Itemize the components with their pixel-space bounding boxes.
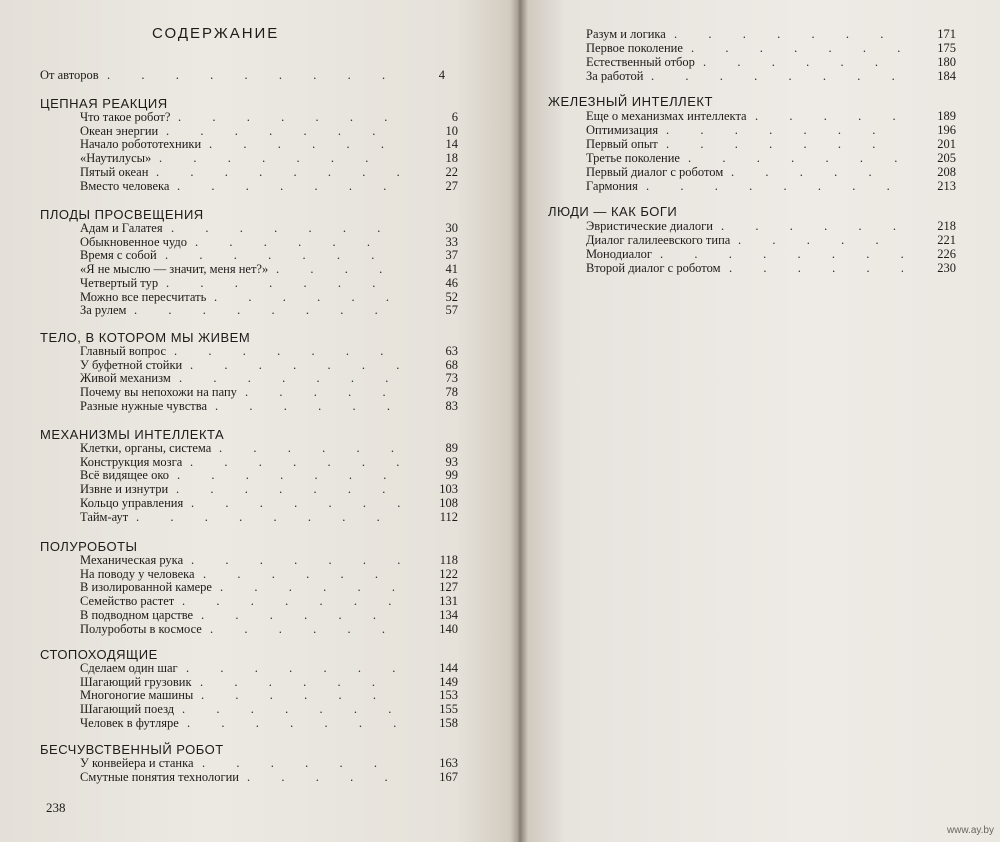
toc-entry-title: Гармония — [586, 178, 638, 193]
toc-leader-dots — [191, 553, 400, 567]
toc-leader-dots — [201, 608, 400, 622]
toc-entry-title: В изолированной камере — [80, 580, 212, 595]
toc-entry-page: 68 — [445, 357, 458, 372]
toc-entry-page: 134 — [439, 607, 458, 622]
toc-leader-dots — [165, 248, 400, 262]
toc-entry — [80, 276, 460, 290]
toc-entry-title: Шагающий грузовик — [80, 674, 192, 689]
toc-entry-title: За рулем — [80, 303, 127, 318]
toc-entry-page: 78 — [445, 385, 458, 400]
toc-entry-title: Шагающий поезд — [80, 702, 175, 717]
toc-entry-title: Первый опыт — [586, 136, 658, 151]
toc-entry — [80, 553, 460, 567]
toc-entry — [80, 580, 460, 594]
toc-entry-page: 155 — [439, 702, 458, 717]
toc-entry — [586, 165, 956, 179]
toc-entry-page: 33 — [445, 234, 458, 249]
toc-entry-page: 131 — [439, 594, 458, 609]
toc-leader-dots — [209, 137, 400, 151]
toc-entry-page: 37 — [445, 248, 458, 263]
toc-entry-title: Океан энергии — [80, 123, 159, 138]
toc-section-title: МЕХАНИЗМЫ ИНТЕЛЛЕКТА — [40, 427, 225, 442]
toc-leader-dots — [666, 137, 903, 151]
toc-entry-title: Главный вопрос — [80, 344, 166, 358]
toc-entry — [80, 179, 460, 193]
toc-leader-dots — [159, 151, 400, 165]
toc-entry-page: 93 — [445, 454, 458, 469]
toc-entry-page: 41 — [445, 262, 458, 277]
toc-entry — [80, 110, 460, 124]
toc-entry — [80, 151, 460, 165]
toc-entry-title: Начало робототехники — [80, 137, 202, 152]
toc-entry-page: 205 — [937, 150, 956, 165]
toc-entry — [586, 109, 956, 123]
toc-entry — [80, 137, 460, 151]
toc-entry-page: 189 — [937, 109, 956, 123]
toc-entry-title: Третье поколение — [586, 150, 680, 165]
toc-entry-title: Конструкция мозга — [80, 454, 183, 469]
toc-entry-page: 89 — [445, 441, 458, 455]
toc-entry-page: 226 — [937, 246, 956, 261]
toc-entry — [80, 482, 460, 496]
toc-entry-page: 14 — [445, 137, 458, 152]
toc-entry-page: 73 — [445, 371, 458, 386]
book-gutter — [510, 0, 528, 842]
toc-entry-page: 103 — [439, 482, 458, 497]
toc-entry-title: Разные нужные чувства — [80, 398, 208, 413]
toc-entry-page: 175 — [937, 40, 956, 55]
toc-entry-page: 171 — [937, 27, 956, 41]
toc-entry-title: От авторов — [40, 68, 99, 82]
toc-entry — [80, 124, 460, 138]
toc-entry — [80, 770, 460, 784]
toc-leader-dots — [187, 716, 400, 730]
toc-entry — [586, 247, 956, 261]
toc-leader-dots — [190, 358, 400, 372]
toc-leader-dots — [660, 247, 903, 261]
toc-entry-page: 127 — [439, 580, 458, 595]
toc-entry-title: Монодиалог — [586, 246, 652, 261]
toc-entry-title: Смутные понятия технологии — [80, 769, 239, 784]
toc-entry-page: 30 — [445, 221, 458, 235]
toc-entry — [586, 151, 956, 165]
toc-leader-dots — [166, 124, 400, 138]
toc-entry — [586, 179, 956, 193]
toc-entry-page: 158 — [439, 715, 458, 730]
toc-entry — [80, 165, 460, 179]
toc-entry — [80, 221, 460, 235]
toc-entry-page: 46 — [445, 275, 458, 290]
toc-section-title: ПОЛУРОБОТЫ — [40, 539, 138, 554]
toc-entry — [80, 608, 460, 622]
toc-leader-dots — [688, 151, 903, 165]
toc-entry-page: 99 — [445, 468, 458, 483]
toc-leader-dots — [179, 371, 400, 385]
toc-leader-dots — [171, 221, 400, 235]
toc-entry-page: 118 — [439, 553, 458, 567]
toc-entry — [586, 41, 956, 55]
toc-entry-page: 149 — [439, 674, 458, 689]
toc-entry-page: 122 — [439, 566, 458, 581]
toc-title: СОДЕРЖАНИЕ — [152, 25, 280, 42]
toc-entry-title: У конвейера и станка — [80, 756, 194, 770]
watermark: www.ay.by — [946, 825, 994, 836]
toc-entry-page: 4 — [438, 68, 445, 82]
toc-entry-title: Обыкновенное чудо — [80, 234, 187, 249]
toc-entry — [80, 303, 460, 317]
toc-entry-page: 10 — [445, 123, 458, 138]
toc-leader-dots — [202, 756, 400, 770]
toc-entry-title: Первое поколение — [586, 40, 683, 55]
toc-leader-dots — [247, 770, 400, 784]
toc-entry-page: 218 — [937, 219, 956, 233]
toc-entry — [586, 219, 956, 233]
toc-entry — [80, 235, 460, 249]
toc-entry-page: 83 — [445, 398, 458, 413]
toc-entry — [586, 123, 956, 137]
toc-leader-dots — [176, 482, 400, 496]
toc-entry — [80, 344, 460, 358]
toc-leader-dots — [245, 385, 400, 399]
toc-entry-page: 208 — [937, 164, 956, 179]
toc-entry-title: Что такое робот? — [80, 110, 171, 124]
toc-leader-dots — [215, 399, 400, 413]
toc-entry-page: 144 — [439, 661, 458, 675]
toc-entry-title: «Наутилусы» — [80, 151, 152, 166]
toc-entry-page: 63 — [445, 344, 458, 358]
toc-entry-page: 140 — [439, 621, 458, 636]
toc-leader-dots — [276, 262, 400, 276]
toc-entry-page: 27 — [445, 178, 458, 193]
toc-entry-title: Полуроботы в космосе — [80, 621, 202, 636]
toc-entry — [80, 567, 460, 581]
toc-entry — [80, 756, 460, 770]
toc-section-title: ЖЕЛЕЗНЫЙ ИНТЕЛЛЕКТ — [548, 94, 713, 109]
toc-entry — [80, 455, 460, 469]
toc-leader-dots — [195, 235, 400, 249]
toc-leader-dots — [220, 580, 400, 594]
toc-entry — [586, 137, 956, 151]
toc-leader-dots — [691, 41, 903, 55]
toc-leader-dots — [755, 109, 903, 123]
toc-entry — [80, 441, 460, 455]
toc-entry — [40, 68, 445, 82]
toc-leader-dots — [186, 661, 400, 675]
toc-entry — [80, 399, 460, 413]
toc-entry-page: 52 — [445, 289, 458, 304]
toc-entry — [80, 702, 460, 716]
toc-entry-title: Второй диалог с роботом — [586, 260, 721, 275]
toc-entry-title: Семейство растет — [80, 594, 175, 609]
toc-leader-dots — [166, 276, 400, 290]
toc-entry-title: Пятый океан — [80, 164, 149, 179]
toc-entry — [80, 594, 460, 608]
toc-entry-title: Можно все пересчитать — [80, 289, 207, 304]
toc-entry-title: Механическая рука — [80, 553, 184, 567]
toc-entry — [80, 496, 460, 510]
toc-leader-dots — [200, 675, 400, 689]
toc-leader-dots — [178, 110, 400, 124]
toc-entry-title: «Я не мыслю — значит, меня нет?» — [80, 262, 269, 277]
toc-leader-dots — [136, 510, 400, 524]
toc-entry — [80, 248, 460, 262]
toc-entry — [80, 622, 460, 636]
toc-leader-dots — [731, 165, 903, 179]
toc-section-title: ПЛОДЫ ПРОСВЕЩЕНИЯ — [40, 207, 204, 222]
toc-leader-dots — [210, 622, 400, 636]
toc-entry — [586, 55, 956, 69]
toc-leader-dots — [177, 179, 400, 193]
toc-entry-title: У буфетной стойки — [80, 357, 183, 372]
toc-leader-dots — [107, 68, 395, 82]
toc-entry — [80, 716, 460, 730]
toc-leader-dots — [191, 496, 400, 510]
toc-entry-page: 6 — [451, 110, 458, 124]
toc-entry — [80, 358, 460, 372]
toc-entry — [586, 27, 956, 41]
toc-entry-page: 108 — [439, 495, 458, 510]
toc-entry-page: 22 — [445, 164, 458, 179]
toc-entry-page: 230 — [937, 260, 956, 275]
toc-leader-dots — [219, 441, 400, 455]
toc-entry-title: Четвертый тур — [80, 275, 159, 290]
toc-entry-title: Сделаем один шаг — [80, 661, 178, 675]
toc-entry — [80, 385, 460, 399]
toc-entry-title: В подводном царстве — [80, 607, 194, 622]
toc-entry — [586, 69, 956, 83]
toc-entry-page: 213 — [937, 178, 956, 193]
toc-entry-page: 221 — [937, 232, 956, 247]
toc-entry-title: На поводу у человека — [80, 566, 195, 581]
toc-entry-title: Естественный отбор — [586, 54, 695, 69]
toc-entry-title: Кольцо управления — [80, 495, 184, 510]
toc-leader-dots — [156, 165, 400, 179]
toc-entry-title: Почему вы непохожи на папу — [80, 385, 237, 400]
toc-entry-page: 153 — [439, 688, 458, 703]
toc-leader-dots — [666, 123, 903, 137]
toc-entry — [80, 510, 460, 524]
toc-leader-dots — [190, 455, 400, 469]
toc-entry-title: Время с собой — [80, 248, 157, 263]
toc-entry — [80, 262, 460, 276]
right-page — [518, 0, 1000, 842]
toc-entry-title: Адам и Галатея — [80, 221, 163, 235]
toc-leader-dots — [674, 27, 903, 41]
toc-section-title: СТОПОХОДЯЩИЕ — [40, 647, 158, 662]
toc-section-title: ЛЮДИ — КАК БОГИ — [548, 204, 678, 219]
toc-leader-dots — [201, 688, 400, 702]
toc-entry-title: За работой — [586, 68, 644, 83]
toc-section-title: ЦЕПНАЯ РЕАКЦИЯ — [40, 96, 168, 111]
toc-entry — [80, 688, 460, 702]
toc-leader-dots — [174, 344, 400, 358]
toc-entry — [80, 290, 460, 304]
toc-leader-dots — [738, 233, 903, 247]
toc-entry-title: Многоногие машины — [80, 688, 194, 703]
toc-section-title: БЕСЧУВСТВЕННЫЙ РОБОТ — [40, 742, 224, 757]
toc-entry-page: 163 — [439, 756, 458, 770]
toc-leader-dots — [214, 290, 400, 304]
toc-entry-title: Вместо человека — [80, 178, 170, 193]
toc-entry-page: 201 — [937, 136, 956, 151]
toc-leader-dots — [134, 303, 400, 317]
toc-entry-title: Живой механизм — [80, 371, 171, 386]
toc-entry-title: Диалог галилеевского типа — [586, 232, 731, 247]
toc-entry-page: 184 — [937, 68, 956, 83]
page-number: 238 — [46, 800, 66, 815]
toc-entry-title: Разум и логика — [586, 27, 666, 41]
toc-entry — [80, 371, 460, 385]
toc-leader-dots — [182, 702, 400, 716]
toc-entry-title: Человек в футляре — [80, 715, 179, 730]
toc-entry-title: Тайм-аут — [80, 509, 129, 524]
toc-leader-dots — [721, 219, 903, 233]
toc-entry-title: Эвристические диалоги — [586, 219, 713, 233]
toc-entry-title: Оптимизация — [586, 122, 659, 137]
toc-entry — [80, 468, 460, 482]
toc-entry-title: Всё видящее око — [80, 468, 170, 483]
toc-entry-page: 18 — [445, 151, 458, 166]
toc-entry — [586, 261, 956, 275]
toc-entry-page: 57 — [445, 303, 458, 318]
toc-leader-dots — [651, 69, 903, 83]
toc-leader-dots — [703, 55, 903, 69]
toc-leader-dots — [177, 468, 400, 482]
toc-entry-page: 167 — [439, 769, 458, 784]
toc-leader-dots — [729, 261, 903, 275]
toc-section-title: ТЕЛО, В КОТОРОМ МЫ ЖИВЕМ — [40, 330, 251, 345]
toc-entry-page: 112 — [439, 509, 458, 524]
toc-leader-dots — [646, 179, 903, 193]
toc-entry-title: Клетки, органы, система — [80, 441, 212, 455]
toc-entry-page: 196 — [937, 122, 956, 137]
toc-entry — [586, 233, 956, 247]
toc-entry — [80, 675, 460, 689]
toc-entry-page: 180 — [937, 54, 956, 69]
toc-entry-title: Еще о механизмах интеллекта — [586, 109, 747, 123]
toc-leader-dots — [182, 594, 400, 608]
toc-entry — [80, 661, 460, 675]
toc-entry-title: Первый диалог с роботом — [586, 164, 724, 179]
toc-entry-title: Извне и изнутри — [80, 482, 169, 497]
toc-leader-dots — [203, 567, 400, 581]
